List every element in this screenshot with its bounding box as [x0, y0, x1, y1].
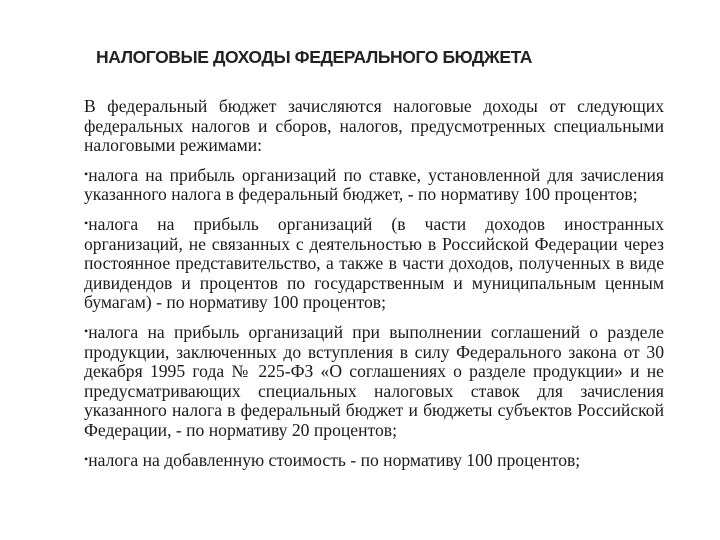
intro-paragraph: В федеральный бюджет зачисляются налоговые доходы от следующих федеральных налогов и сборов, налогов, предусмотренных специальными налоговыми режимами:: [84, 96, 664, 156]
bullet-icon: •: [84, 166, 89, 181]
slide-title: НАЛОГОВЫЕ ДОХОДЫ ФЕДЕРАЛЬНОГО БЮДЖЕТА: [96, 47, 533, 67]
slide-body: [84, 97, 664, 479]
bullet-icon: •: [84, 451, 89, 466]
bullet-icon: •: [84, 215, 89, 230]
list-item-text: налога на прибыль организаций по ставке, установленной для зачисления указанного налога в федеральный бюджет, - по нормативу 100 процентов;: [84, 164, 664, 205]
list-item: [84, 214, 664, 313]
list-item: [84, 322, 664, 441]
list-item-text: налога на прибыль организаций при выполнении соглашений о разделе продукции, заключенных до вступления в силу Федерального закона от 30 декабря 1995 года № 225-ФЗ «О соглашениях о разделе продукции» и не предусматривающих специальных налоговых ставок для зачисления указанного налога в федеральный бюджет и бюджеты субъектов Российской Федерации, - по нормативу 20 процентов;: [84, 321, 664, 440]
bullet-icon: •: [84, 323, 89, 338]
list-item-text: налога на добавленную стоимость - по нормативу 100 процентов;: [88, 449, 581, 470]
list-item: [84, 450, 664, 471]
list-item-text: налога на прибыль организаций (в части доходов иностранных организаций, не связанных с деятельностью в Российской Федерации через постоянное представительство, а также в части доходов, полученных в виде дивидендов и процентов по государственным и муниципальным ценным бумагам) - по нормативу 100 процентов;: [84, 213, 664, 313]
list-item: [84, 165, 664, 205]
